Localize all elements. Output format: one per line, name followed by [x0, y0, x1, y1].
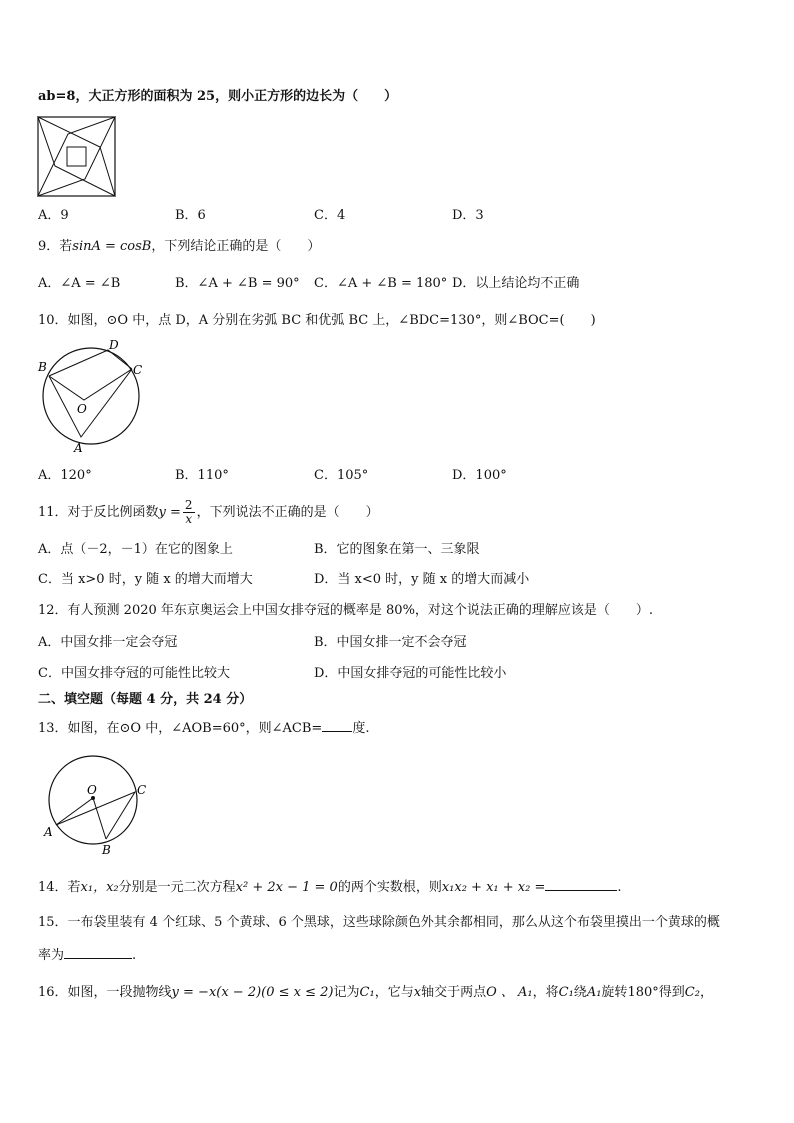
q12-option-d[interactable]: D．中国女排夺冠的可能性比较小 — [314, 666, 507, 681]
q10-label-b: B — [38, 360, 47, 374]
q9-option-a[interactable]: A．∠A = ∠B — [38, 276, 121, 291]
q12-option-b[interactable]: B．中国女排一定不会夺冠 — [314, 635, 467, 650]
q10-label-o: O — [77, 402, 87, 416]
q8-option-c[interactable]: C．4 — [314, 208, 346, 223]
q12-option-a[interactable]: A．中国女排一定会夺冠 — [38, 635, 178, 650]
q12-option-c[interactable]: C．中国女排夺冠的可能性比较大 — [38, 666, 230, 681]
q13-answer-blank[interactable] — [322, 719, 352, 732]
question-15-line-2: 率为 . — [38, 948, 137, 963]
question-16-text: 16．如图，一段抛物线y = −x(x − 2)(0 ≤ x ≤ 2)记为C₁，它与x轴交于两点O 、 A₁，将C₁绕A₁旋转180°得到C₂， — [38, 985, 713, 1000]
q13-label-b: B — [102, 843, 111, 857]
q13-label-c: C — [137, 783, 147, 797]
q15-answer-blank[interactable] — [64, 946, 132, 959]
q9-option-d[interactable]: D．以上结论均不正确 — [452, 276, 580, 291]
q10-option-c[interactable]: C．105° — [314, 468, 369, 483]
q11-option-b[interactable]: B．它的图象在第一、三象限 — [314, 542, 480, 557]
question-12-text: 12．有人预测 2020 年东京奥运会上中国女排夺冠的概率是 80%，对这个说法正确的理解应该是（ ）. — [38, 603, 654, 618]
q11-option-c[interactable]: C．当 x>0 时，y 随 x 的增大而增大 — [38, 572, 253, 587]
q14-answer-blank[interactable] — [545, 878, 617, 891]
fraction-2-over-x: $\frac{2}{x}$ — [184, 498, 193, 526]
q9-option-c[interactable]: C．∠A + ∠B = 180° — [314, 276, 448, 291]
question-15-line-1: 15．一布袋里装有 4 个红球、5 个黄球、6 个黑球，这些球除颜色外其余都相同，那么从这个布袋里摸出一个黄球的概 — [38, 915, 720, 930]
q11-option-a[interactable]: A．点（－2，－1）在它的图象上 — [38, 542, 233, 557]
q10-option-b[interactable]: B．110° — [175, 468, 229, 483]
question-10-text: 10．如图，⊙O 中，点 D，A 分别在劣弧 BC 和优弧 BC 上，∠BDC=130°，则∠BOC=( ) — [38, 313, 596, 328]
question-9-text: 9．若sinA = cosB，下列结论正确的是（ ） — [38, 239, 321, 254]
q13-label-o: O — [87, 783, 97, 797]
circle-figure-q13 — [40, 750, 152, 860]
q8-option-b[interactable]: B．6 — [175, 208, 206, 223]
question-14-text: 14．若x₁，x₂分别是一元二次方程x² + 2x − 1 = 0的两个实数根，则x₁x₂ + x₁ + x₂ = . — [38, 880, 622, 895]
q10-option-a[interactable]: A．120° — [38, 468, 92, 483]
question-13-text: 13．如图，在⊙O 中，∠AOB=60°，则∠ACB= 度. — [38, 721, 370, 736]
q8-option-d[interactable]: D．3 — [452, 208, 484, 223]
q10-label-a: A — [74, 441, 83, 455]
q13-label-a: A — [44, 825, 53, 839]
q10-label-d: D — [109, 338, 119, 352]
question-8-text: ab=8，大正方形的面积为 25，则小正方形的边长为（ ） — [38, 89, 398, 104]
circle-figure-q10 — [34, 336, 152, 456]
q8-option-a[interactable]: A．9 — [38, 208, 69, 223]
q11-option-d[interactable]: D．当 x<0 时，y 随 x 的增大而减小 — [314, 572, 530, 587]
q10-option-d[interactable]: D．100° — [452, 468, 507, 483]
q10-label-c: C — [133, 363, 143, 377]
q9-option-b[interactable]: B．∠A + ∠B = 90° — [175, 276, 300, 291]
question-11-text: 11．对于反比例函数y = $\frac{2}{x}$ ，下列说法不正确的是（ ） — [38, 498, 379, 526]
section-2-heading: 二、填空题（每题 4 分，共 24 分） — [38, 692, 253, 707]
square-figure — [37, 116, 117, 198]
